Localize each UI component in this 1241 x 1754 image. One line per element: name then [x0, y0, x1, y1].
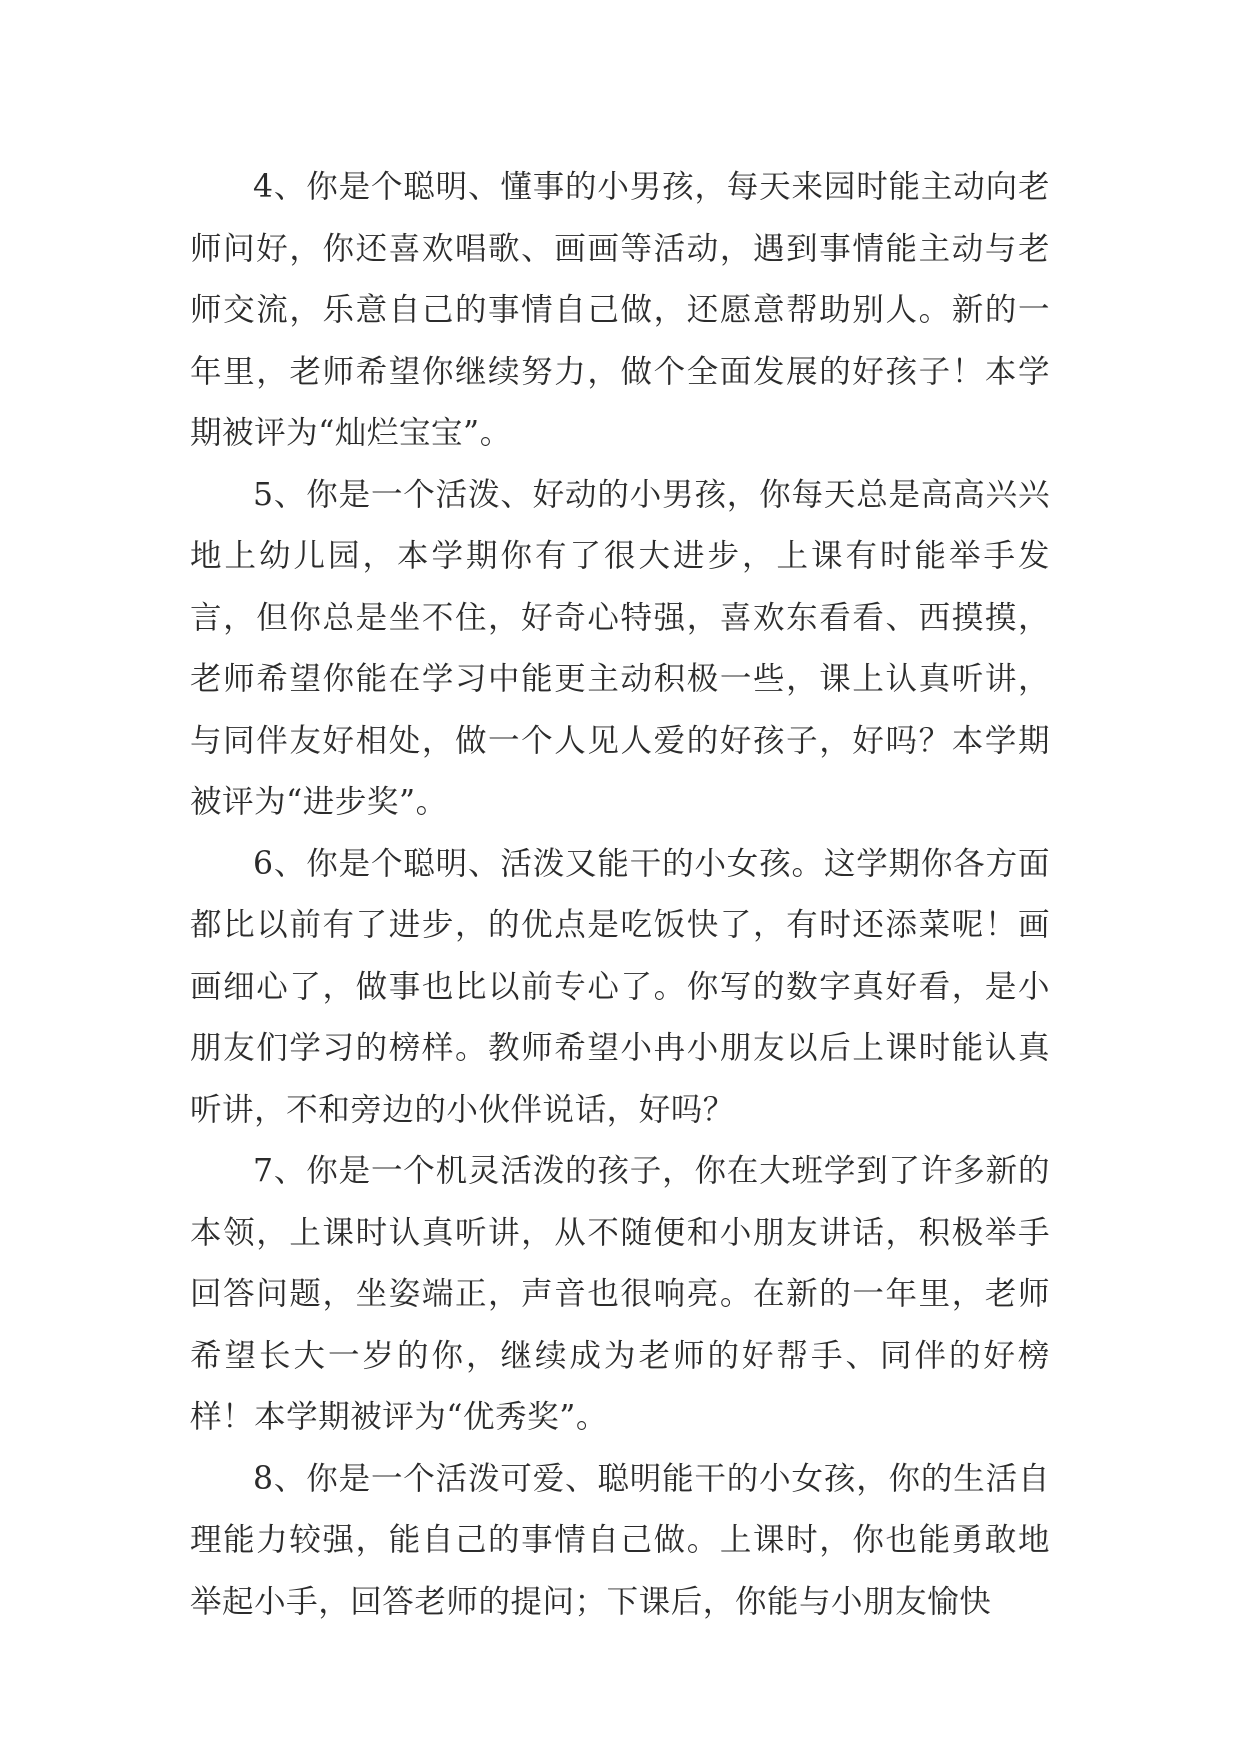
- paragraph-comment-7: 7、你是一个机灵活泼的孩子，你在大班学到了许多新的本领，上课时认真听讲，从不随便和小朋友讲话，积极举手回答问题，坐姿端正，声音也很响亮。在新的一年里，老师希望长大一岁的你，继续成为老师的好帮手、同伴的好榜样！本学期被评为“优秀奖”。: [190, 1153, 1050, 1435]
- paragraph-comment-6: 6、你是个聪明、活泼又能干的小女孩。这学期你各方面都比以前有了进步，的优点是吃饭快了，有时还添菜呢！画画细心了，做事也比以前专心了。你写的数字真好看，是小朋友们学习的榜样。教师希望小冉小朋友以后上课时能认真听讲，不和旁边的小伙伴说话，好吗？: [190, 845, 1050, 1128]
- paragraph-comment-5: 5、你是一个活泼、好动的小男孩，你每天总是高高兴兴地上幼儿园，本学期你有了很大进步，上课有时能举手发言，但你总是坐不住，好奇心特强，喜欢东看看、西摸摸，老师希望你能在学习中能更主动积极一些，课上认真听讲，与同伴友好相处，做一个人见人爱的好孩子，好吗？本学期被评为“进步奖”。: [190, 476, 1050, 820]
- paragraph-comment-4: 4、你是个聪明、懂事的小男孩，每天来园时能主动向老师问好，你还喜欢唱歌、画画等活动，遇到事情能主动与老师交流，乐意自己的事情自己做，还愿意帮助别人。新的一年里，老师希望你继续努力，做个全面发展的好孩子！本学期被评为“灿烂宝宝”。: [190, 169, 1050, 451]
- document-body: [190, 157, 1050, 1633]
- paragraph-comment-8: 8、你是一个活泼可爱、聪明能干的小女孩，你的生活自理能力较强，能自己的事情自己做。上课时，你也能勇敢地举起小手，回答老师的提问；下课后，你能与小朋友愉快: [190, 1460, 1050, 1620]
